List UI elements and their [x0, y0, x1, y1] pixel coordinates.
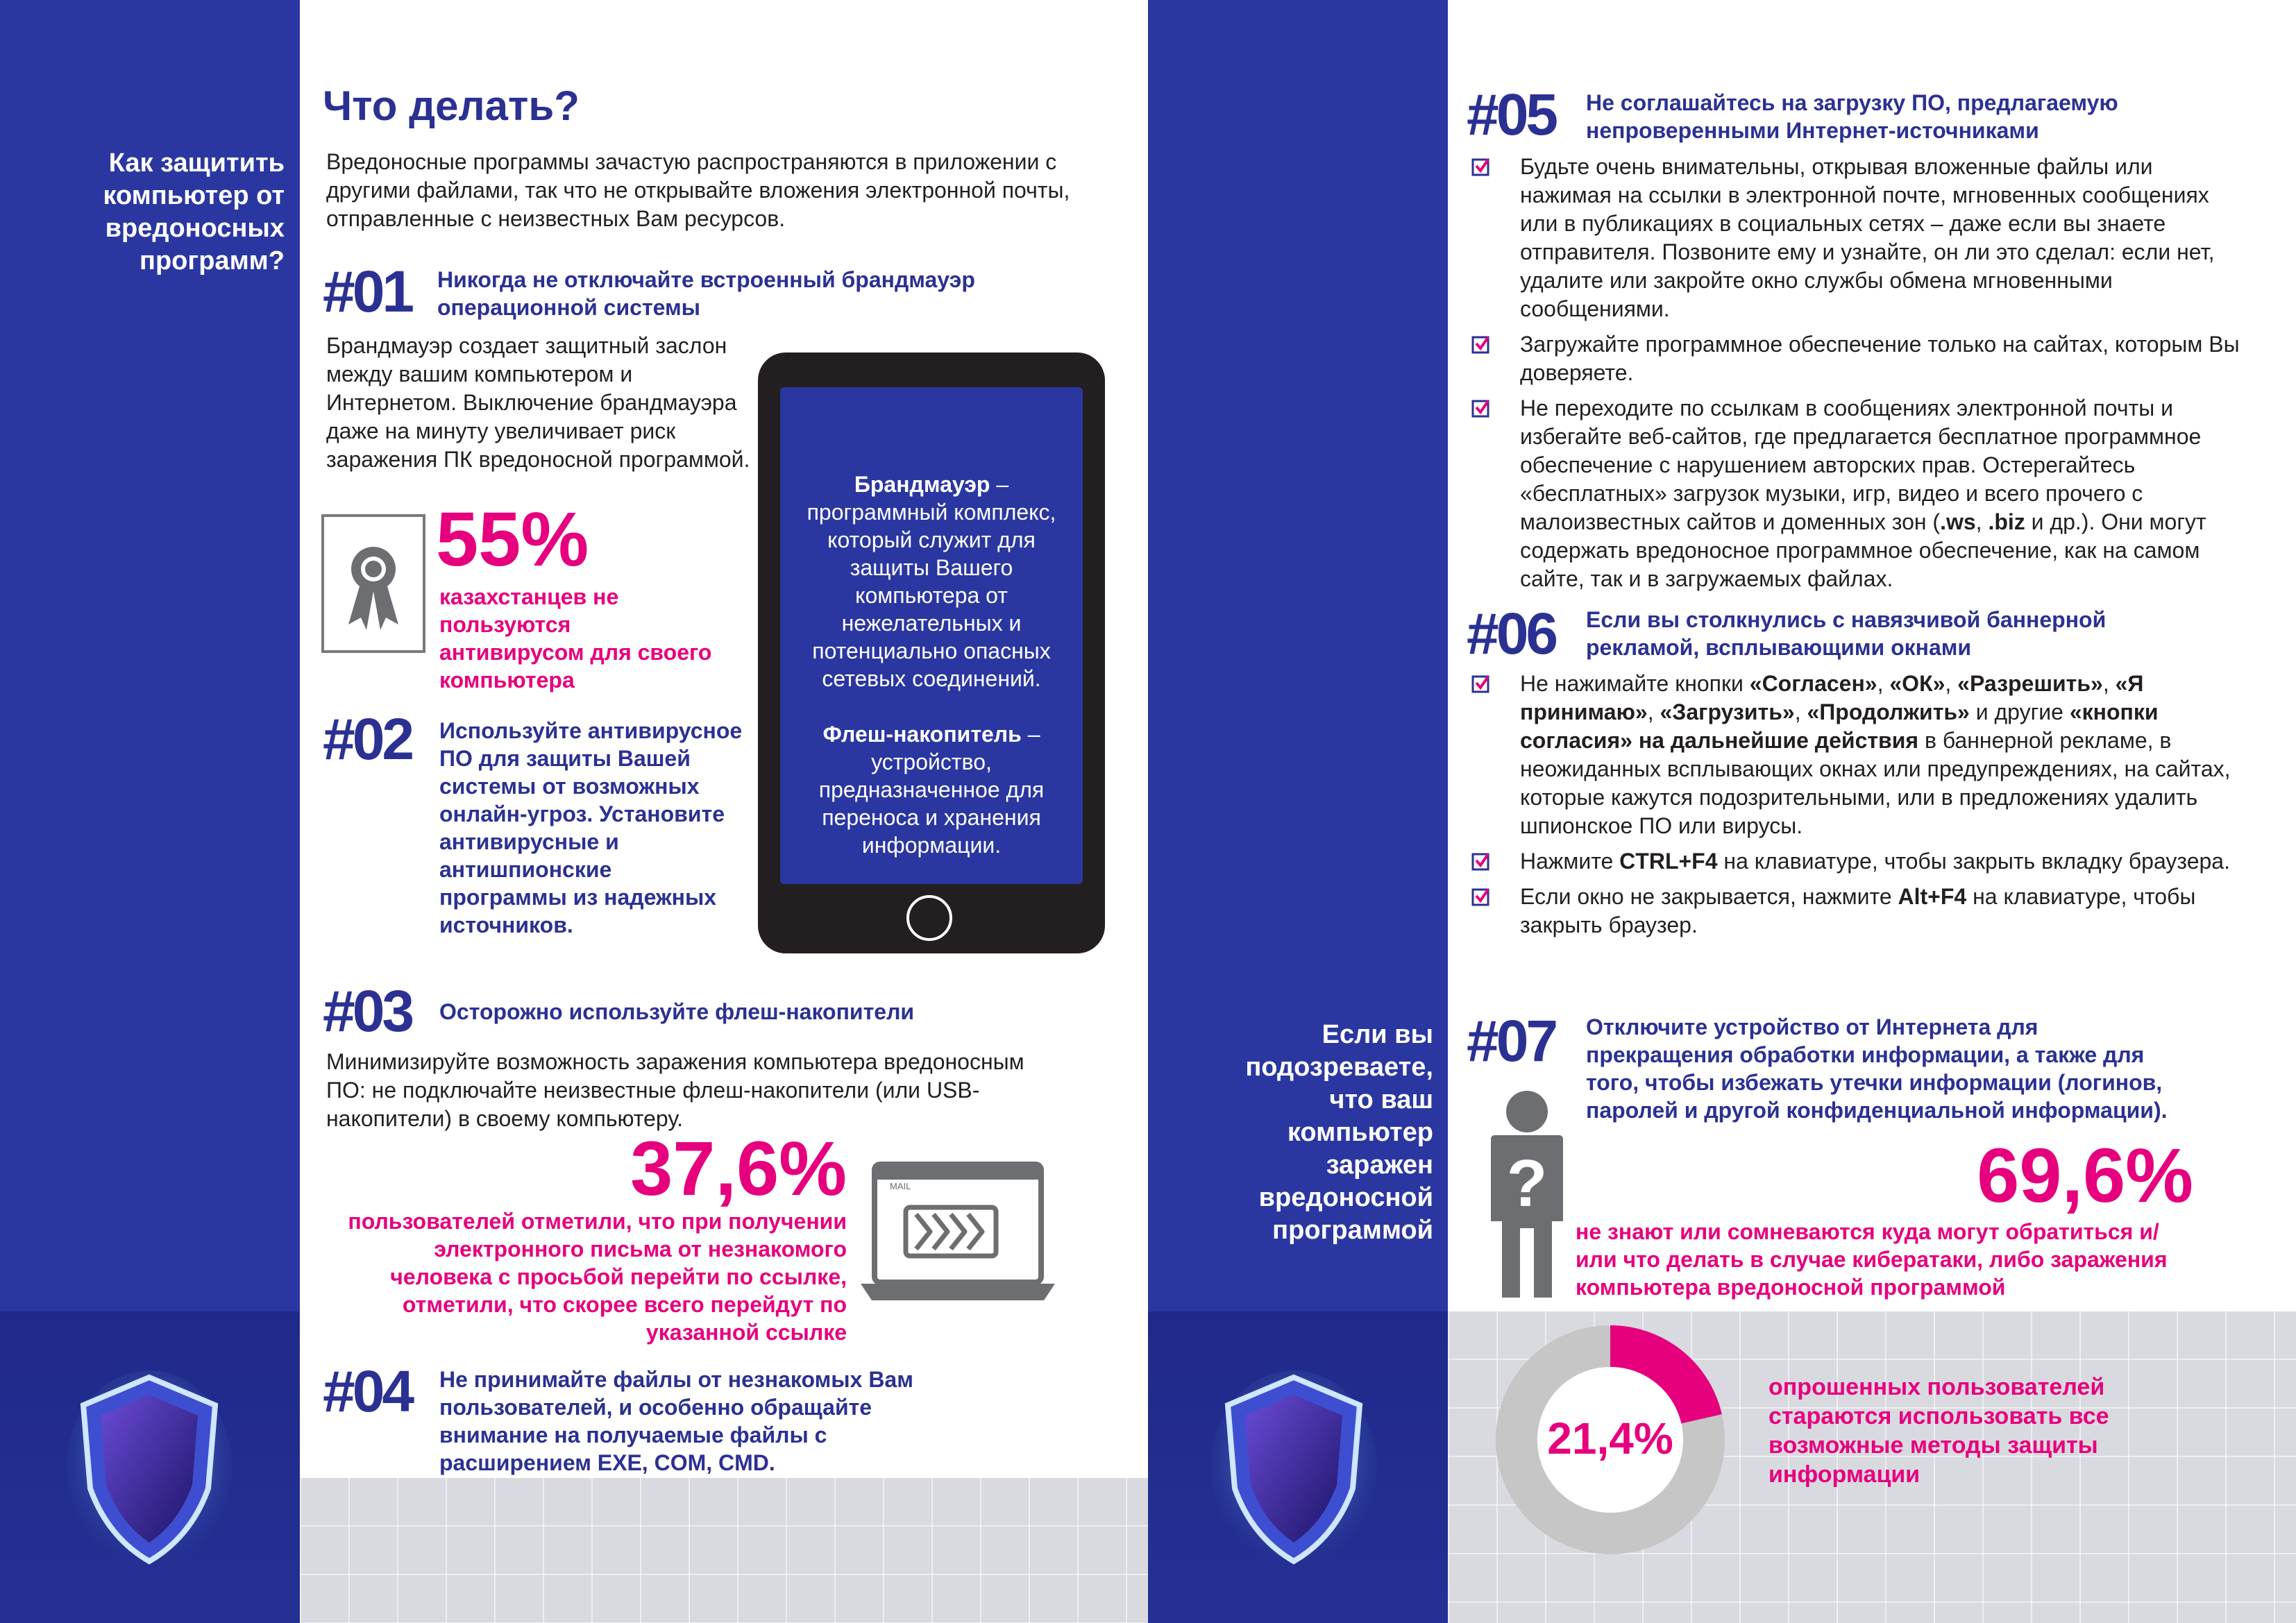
checkbox-icon — [1471, 851, 1491, 871]
list-item: Не переходите по ссылкам в сообщениях электронной почты и избегайте веб-сайтов, где предлагается бесплатное программное обеспечение с нарушением авторских прав. Остерегайтесь «бесплатных» загрузок музыки, игр, видео и всего прочего с малоизвестных сайтов и доменных зон (.ws, .biz и др.). Они могут содержать вредоносное программное обеспечение, как на самом сайте, так и в загружаемых файлах. — [1471, 394, 2242, 593]
tip05-title: Не соглашайтесь на загрузку ПО, предлагаемую непроверенными Интернет-источниками — [1586, 90, 2118, 143]
stat696-text: не знают или сомневаются куда могут обратиться и/или что делать в случае кибератаки, либо заражения компьютера вредоносной программой — [1576, 1219, 2168, 1300]
left-bottom-circuit-band — [300, 1478, 1148, 1623]
tip05-number: #05 — [1467, 82, 1556, 147]
mail-label: MAIL — [890, 1181, 911, 1191]
stat696-value: 69,6% — [1977, 1133, 2193, 1218]
tip04-number: #04 — [323, 1359, 412, 1424]
smartphone-illustration — [758, 352, 1105, 953]
left-sidebar-title: Как защитить компьютер от вредоносных программ? — [103, 148, 285, 275]
intro-text: Вредоносные программы зачастую распространяются в приложении с другими файлами, так что не открывайте вложения электронной почты, отправленные с неизвестных Вам ресурсов. — [326, 149, 1070, 231]
stat55-value: 55% — [436, 497, 589, 582]
tip03-title: Осторожно используйте флеш-накопители — [439, 999, 915, 1024]
phone-term-flash: Флеш-накопитель — [822, 722, 1022, 747]
list-item: Будьте очень внимательны, открывая вложенные файлы или нажимая на ссылки в электронной почте, мгновенных сообщениях или в публикациях в социальных сетях – даже если вы знаете отправителя. Позвоните ему и узнайте, он ли это сделал: если нет, удалите или закройте окно службы обмена мгновенными сообщениями. — [1471, 153, 2242, 323]
shield-icon — [1210, 1363, 1377, 1572]
tip06-title: Если вы столкнулись с навязчивой баннерной рекламой, всплывающими окнами — [1586, 607, 2107, 660]
stat214-text: опрошенных пользователей стараются использовать все возможные методы защиты информации — [1769, 1374, 2109, 1488]
checkbox-icon — [1471, 157, 1491, 176]
tip02-number: #02 — [323, 706, 412, 772]
person-question-icon — [1485, 1089, 1569, 1298]
stat376-text: пользователей отметили, что при получении электронного письма от незнакомого человека с просьбой перейти по ссылке, отметили, что скорее всего перейдут по указанной ссылке — [348, 1209, 847, 1345]
tip06-list — [1471, 670, 2242, 940]
svg-text:?: ? — [1506, 1146, 1548, 1221]
tip07-text: Отключите устройство от Интернета для прекращения обработки информации, а также для того, чтобы избежать утечки информации (логинов, паролей и другой конфиденциальной информации). — [1586, 1014, 2168, 1123]
tip01-text: Брандмауэр создает защитный заслон между вашим компьютером и Интернетом. Выключение брандмауэра даже на минуту увеличивает риск заражения ПК вредоносной программой. — [326, 333, 750, 472]
tip07-number: #07 — [1467, 1008, 1556, 1073]
list-item: Нажмите CTRL+F4 на клавиатуре, чтобы закрыть вкладку браузера. — [1471, 847, 2242, 876]
page-title: Что делать? — [323, 83, 580, 129]
list-item: Если окно не закрывается, нажмите Alt+F4 на клавиатуре, чтобы закрыть браузер. — [1471, 883, 2242, 940]
checkbox-icon — [1471, 887, 1491, 906]
checkbox-icon — [1471, 398, 1491, 418]
phone-term-firewall: Брандмауэр — [854, 472, 990, 497]
certificate-icon — [321, 513, 426, 654]
tip05-list — [1471, 153, 2242, 593]
phone-def-firewall: – программный комплекс, который служит для защиты Вашего компьютера от нежелательных и потенциально опасных сетевых соединений. — [807, 472, 1056, 691]
phone-screen — [780, 387, 1083, 884]
tip03-number: #03 — [323, 978, 412, 1044]
tip06-number: #06 — [1467, 601, 1556, 666]
phone-home-button — [906, 895, 952, 941]
checkbox-icon — [1471, 334, 1491, 354]
stat376-value: 37,6% — [630, 1126, 847, 1212]
donut-chart — [1492, 1322, 1728, 1558]
tip04-text: Не принимайте файлы от незнакомых Вам пользователей, и особенно обращайте внимание на получаемые файлы с расширением EXE, COM, CMD. — [439, 1367, 913, 1475]
stat214-value: 21,4% — [1547, 1413, 1673, 1463]
shield-icon — [66, 1363, 233, 1572]
stat55-text: казахстанцев не пользуются антивирусом для своего компьютера — [439, 584, 712, 692]
tip01-number: #01 — [323, 259, 412, 324]
phone-def-flash: – устройство, предназначенное для переноса и хранения информации. — [818, 722, 1045, 858]
list-item: Загружайте программное обеспечение только на сайтах, которым Вы доверяете. — [1471, 330, 2242, 387]
tip02-text: Используйте антивирусное ПО для защиты Вашей системы от возможных онлайн-угроз. Установите антивирусные и антишпионские программы из надежных источников. — [439, 718, 743, 937]
tip03-text: Минимизируйте возможность заражения компьютера вредоносным ПО: не подключайте неизвестные флеш-накопители (или USB-накопители) в своему компьютеру. — [326, 1049, 1024, 1131]
checkbox-icon — [1471, 674, 1491, 693]
laptop-mail-icon — [861, 1159, 1055, 1306]
right-sidebar-title: Если вы подозреваете, что ваш компьютер заражен вредоносной программой — [1245, 1020, 1433, 1245]
tip01-title: Никогда не отключайте встроенный брандмауэр операционной системы — [437, 267, 975, 320]
list-item: Не нажимайте кнопки «Согласен», «ОК», «Разрешить», «Я принимаю», «Загрузить», «Продолжить» и другие «кнопки согласия» на дальнейшие действия в баннерной рекламе, в неожиданных всплывающих окнах или предупреждениях, на сайтах, которые кажутся подозрительными, или в предложениях удалить шпионское ПО или вирусы. — [1471, 670, 2242, 840]
